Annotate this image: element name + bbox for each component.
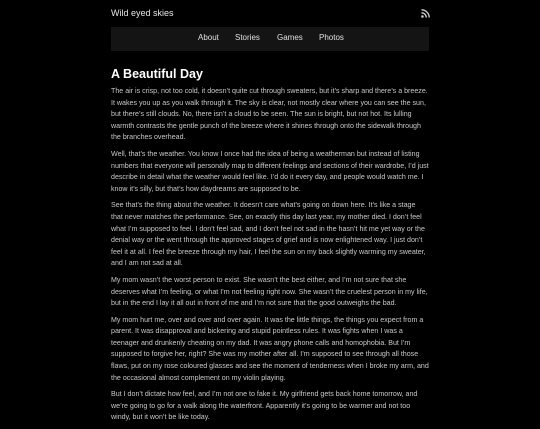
post-paragraph: My mom hurt me, over and over and over again. It was the little things, the things you expect from a parent. It was disapproval and bickering and stupid pointless rules. It was fights when I was a teenager and drunkenly cheating on my dad. It was angry phone calls and homophobia. But I’m supposed to forgive her, right? She was my mother after all. I’m supposed to see through all those flaws, put on my rose coloured glasses and see the moment of tenderness when I broke my arm, and the occasional almost complement on my violin playing.: [111, 315, 429, 382]
post-paragraph: See that’s the thing about the weather. It doesn’t care what’s going on down here. It’s like a stage that never matches the performance. See, on exactly this day last year, my mother died. I don’t feel what I’m supposed to feel. I don’t feel sad, and I don’t feel not sad in the hasn’t hit me yet way or the denial way or the went through the approved stages of grief and is now enlightened way. I just don’t feel it at all. I feel the breeze through my hair, I feel the sun on my back slightly warming my sweater, and I am not sad at all.: [111, 201, 426, 268]
nav-item-photos[interactable]: Photos: [319, 33, 344, 42]
post-title: A Beautiful Day: [111, 67, 203, 81]
post-paragraph: The air is crisp, not too cold, it doesn’t quite cut through sweaters, but it’s sharp and there’s a breeze. It wakes you up as you walk through it. The sky is clear, not mostly clear where you can see the sun, but there’s still clouds. No, there isn’t a cloud to be seen. The sun is bright, but not hot. Its lulling warmth contrasts the gentle punch of the breeze where it shines through onto the sidewalk through the branches overhead.: [111, 87, 428, 142]
post: [111, 66, 429, 429]
post-body: [111, 86, 429, 424]
site-header: [0, 0, 540, 27]
nav-item-stories[interactable]: Stories: [235, 33, 260, 42]
post-paragraph: But I don’t dictate how feel, and I’m not one to fake it. My girlfriend gets back home tomorrow, and we’re going to go for a walk along the waterfront. Apparently it’s going to be warmer and not too windy, but it won’t be like today.: [111, 390, 418, 422]
site-title[interactable]: Wild eyed skies: [111, 8, 174, 18]
post-paragraph: Well, that’s the weather. You know I once had the idea of being a weatherman but instead of listing numbers that everyone will personally map to different feelings and sections of their wardrobe, I’d just describe in detail what the weather would feel like. I’d do it every day, and people would watch me. I know it’s silly, but that’s how daydreams are supposed to be.: [111, 149, 429, 193]
post-paragraph: My mom wasn’t the worst person to exist. She wasn’t the best either, and I’m not sure that she deserves what I’m feeling, or what I’m not feeling right now. She wasn’t the cruelest person in my life, but in the end I lay it all out in front of me and I’m not sure that the good outweighs the bad.: [111, 275, 428, 308]
rss-icon[interactable]: [421, 9, 430, 18]
nav-item-games[interactable]: Games: [277, 33, 303, 42]
main-nav: [111, 27, 429, 51]
nav-item-about[interactable]: About: [198, 33, 219, 42]
